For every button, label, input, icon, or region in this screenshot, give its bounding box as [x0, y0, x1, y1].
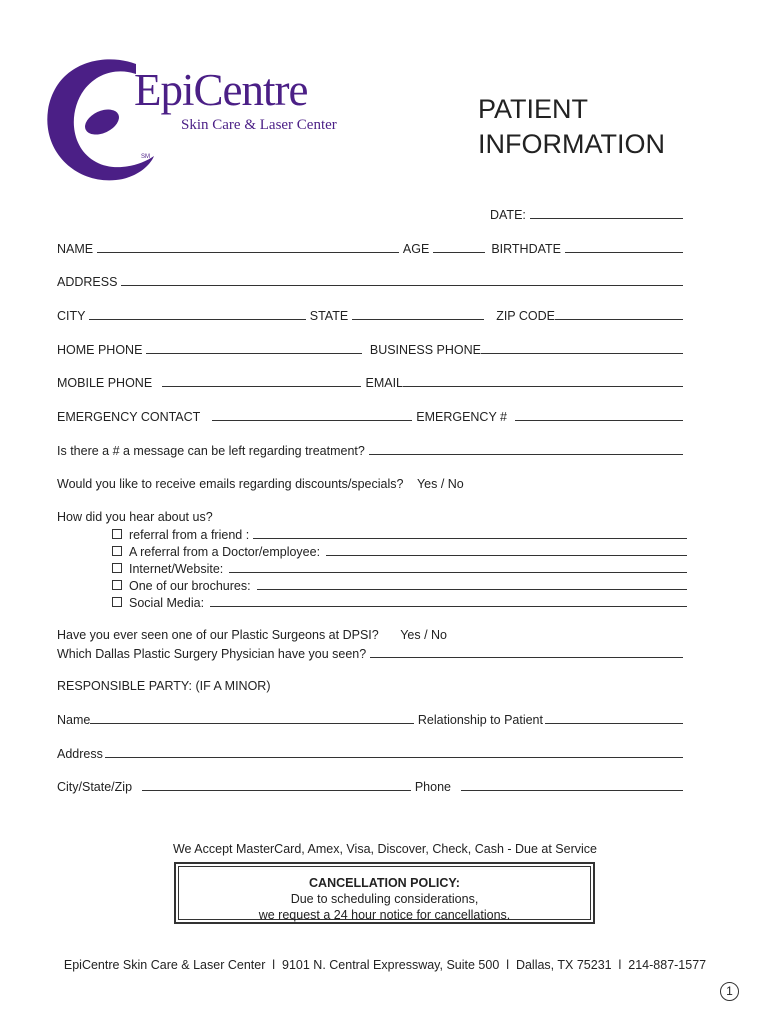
name-field[interactable] [97, 241, 399, 253]
zip-label: ZIP CODE [496, 309, 555, 323]
emergency-contact-field[interactable] [212, 409, 412, 421]
email-field[interactable] [403, 375, 683, 387]
hear-option-field[interactable] [257, 578, 687, 590]
emergency-row [57, 409, 687, 424]
surgeon-yes-no[interactable]: Yes / No [400, 628, 447, 642]
birthdate-field[interactable] [565, 241, 683, 253]
physician-question: Which Dallas Plastic Surgery Physician have you seen? [57, 647, 367, 661]
logo-wordmark: EpiCentre [134, 65, 308, 115]
logo-tagline: Skin Care & Laser Center [181, 117, 337, 133]
checkbox[interactable] [112, 563, 122, 573]
checkbox[interactable] [112, 529, 122, 539]
city-row [57, 308, 687, 323]
responsible-name-label: Name [57, 713, 91, 727]
page-number: 1 [720, 982, 739, 1001]
checkbox[interactable] [112, 580, 122, 590]
hear-option-field[interactable] [326, 544, 687, 556]
footer-contact: EpiCentre Skin Care & Laser Center l 9101 N. Central Expressway, Suite 500 l Dallas, TX 75231 l 214-887-1577 [63, 958, 707, 972]
hear-option: Social Media: [112, 595, 687, 610]
email-label: EMAIL [365, 376, 403, 390]
mobile-row [57, 375, 687, 390]
cancellation-policy-box [174, 862, 595, 924]
responsible-city-label: City/State/Zip [57, 780, 133, 794]
payment-note: We Accept MasterCard, Amex, Visa, Discover, Check, Cash - Due at Service [172, 842, 597, 856]
date-row [490, 207, 687, 222]
physician-field[interactable] [370, 646, 683, 658]
emergency-contact-label: EMERGENCY CONTACT [57, 410, 201, 424]
responsible-phone-field[interactable] [461, 779, 683, 791]
city-field[interactable] [89, 308, 305, 320]
birthdate-label: BIRTHDATE [491, 242, 561, 256]
hear-option-field[interactable] [210, 595, 687, 607]
responsible-city-field[interactable] [142, 779, 411, 791]
policy-heading: CANCELLATION POLICY: [309, 876, 460, 890]
email-yes-no[interactable]: Yes / No [416, 477, 464, 491]
message-row [57, 443, 687, 458]
date-field[interactable] [530, 207, 683, 219]
hear-option: referral from a friend : [112, 527, 687, 542]
emergency-number-field[interactable] [515, 409, 683, 421]
policy-line: Due to scheduling considerations, [290, 892, 479, 906]
relationship-field[interactable] [545, 712, 683, 724]
email-question: Would you like to receive emails regarding discounts/specials? [57, 477, 404, 491]
responsible-name-row [57, 712, 687, 727]
age-label: AGE [402, 242, 430, 256]
emergency-number-label: EMERGENCY # [416, 410, 507, 424]
hear-option-field[interactable] [253, 527, 687, 539]
physician-row [57, 646, 687, 661]
message-question: Is there a # a message can be left regarding treatment? [57, 444, 365, 458]
phone-row [57, 342, 687, 357]
checkbox[interactable] [112, 546, 122, 556]
age-field[interactable] [433, 241, 485, 253]
address-row [57, 274, 687, 289]
home-phone-label: HOME PHONE [57, 343, 143, 357]
mobile-phone-field[interactable] [162, 375, 361, 387]
name-row [57, 241, 687, 256]
date-label: DATE: [490, 208, 526, 222]
home-phone-field[interactable] [146, 342, 361, 354]
email-question-row [57, 477, 464, 491]
address-field[interactable] [121, 274, 683, 286]
business-phone-field[interactable] [481, 342, 683, 354]
logo-dot [81, 104, 123, 139]
name-label: NAME [57, 242, 94, 256]
city-label: CITY [57, 309, 86, 323]
address-label: ADDRESS [57, 275, 118, 289]
zip-field[interactable] [555, 308, 683, 320]
checkbox[interactable] [112, 597, 122, 607]
responsible-name-field[interactable] [90, 712, 414, 724]
hear-option: One of our brochures: [112, 578, 687, 593]
hear-option: Internet/Website: [112, 561, 687, 576]
hear-question: How did you hear about us? [57, 510, 213, 524]
responsible-city-row [57, 779, 687, 794]
hear-option-field[interactable] [229, 561, 687, 573]
state-field[interactable] [352, 308, 484, 320]
surgeon-question: Have you ever seen one of our Plastic Surgeons at DPSI? [57, 628, 379, 642]
state-label: STATE [309, 309, 349, 323]
page-title: PATIENT INFORMATION [478, 94, 665, 159]
responsible-address-row [57, 746, 687, 761]
responsible-address-field[interactable] [105, 746, 683, 758]
hear-option: A referral from a Doctor/employee: [112, 544, 687, 559]
relationship-label: Relationship to Patient [417, 713, 543, 727]
surgeon-question-row [57, 628, 447, 642]
business-phone-label: BUSINESS PHONE [369, 343, 481, 357]
responsible-phone-label: Phone [414, 780, 451, 794]
mobile-phone-label: MOBILE PHONE [57, 376, 153, 390]
responsible-address-label: Address [57, 747, 103, 761]
policy-line: we request a 24 hour notice for cancellations. [258, 908, 511, 922]
responsible-heading: RESPONSIBLE PARTY: (IF A MINOR) [57, 679, 271, 693]
service-mark: SM [141, 154, 150, 160]
message-field[interactable] [369, 443, 683, 455]
